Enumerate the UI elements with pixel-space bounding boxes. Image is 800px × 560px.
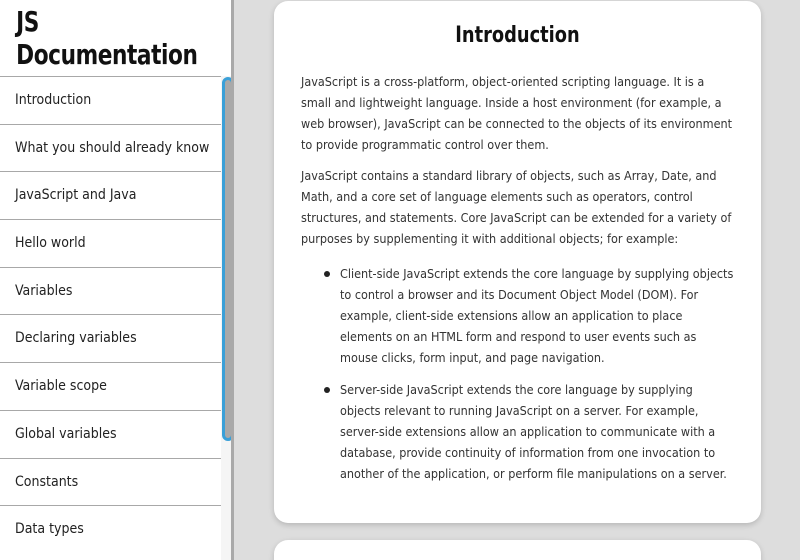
intro-paragraph: JavaScript is a cross-platform, object-oriented scripting language. It is a small and lightweight language. Inside a host environment (for example, a web browser), JavaScript can be connected to the objects of its environment to provide programmatic control over them. (301, 74, 733, 152)
nav-link-variables[interactable]: Variables (0, 267, 221, 315)
list-item-text: Server-side JavaScript extends the core language by supplying objects relevant to running JavaScript on a server. For example, server-side extensions allow an application to communicate with a database, provide continuity of information from one invocation to another of the application, or perform file manipulations on a server. (340, 382, 727, 481)
list-item (323, 379, 734, 484)
nav-link-declaring-variables[interactable]: Declaring variables (0, 314, 221, 362)
nav-list (0, 76, 221, 553)
nav-link-introduction[interactable]: Introduction (0, 76, 221, 124)
main-content[interactable] (237, 0, 800, 560)
sidebar-nav (0, 0, 234, 560)
nav-link-what-you-should-already-know[interactable]: What you should already know (0, 124, 221, 172)
section-introduction (274, 1, 761, 523)
bullet-icon (324, 387, 330, 393)
nav-link-data-types[interactable]: Data types (0, 505, 221, 553)
sidebar-title: JS Documentation (16, 5, 198, 71)
intro-bullet-list (323, 263, 734, 484)
nav-link-hello-world[interactable]: Hello world (0, 219, 221, 267)
nav-link-constants[interactable]: Constants (0, 458, 221, 506)
section-next (274, 540, 761, 560)
nav-link-variable-scope[interactable]: Variable scope (0, 362, 221, 410)
list-item (323, 263, 734, 368)
nav-link-global-variables[interactable]: Global variables (0, 410, 221, 458)
list-item-text: Client-side JavaScript extends the core language by supplying objects to control a browser and its Document Object Model (DOM). For example, client-side extensions allow an application to place elements on an HTML form and respond to user events such as mouse clicks, form input, and page navigation. (340, 266, 734, 365)
bullet-icon (324, 271, 330, 277)
intro-paragraph: JavaScript contains a standard library of objects, such as Array, Date, and Math, and a core set of language elements such as operators, control structures, and statements. Core JavaScript can be extended for a variety of purposes by supplementing it with additional objects; for example: (301, 168, 732, 246)
nav-link-javascript-and-java[interactable]: JavaScript and Java (0, 171, 221, 219)
sidebar-scrollbar-thumb[interactable] (222, 77, 234, 441)
section-title: Introduction (455, 23, 580, 48)
